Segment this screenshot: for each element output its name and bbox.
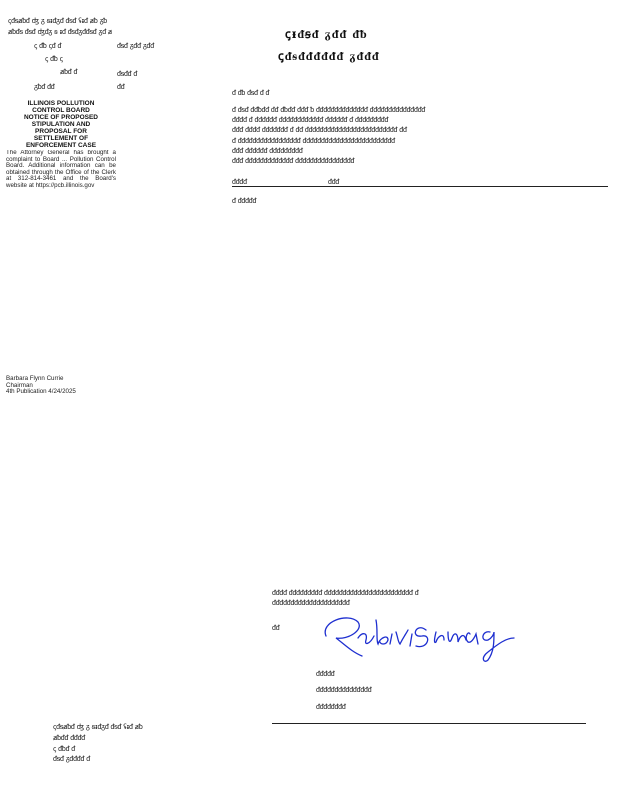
header-line-8: ᵹᵬᵭ ᵭᵭ — [34, 83, 55, 91]
notice-heading-5: PROPOSAL FOR — [35, 128, 87, 135]
signer-name: ᵭᵭᵭᵭᵭ — [316, 670, 335, 678]
footer-line-4: ᵭᵴᵭ ᵹᵭᵭᵭᵭ ᵭ — [53, 755, 90, 763]
divider-line — [232, 186, 608, 187]
notice-body: The Attorney General has brought a complaint to Board ... Pollution Control Board. Additional information can be obtained through the Office of the Clerk at 312-814-3461 and the Board's website at https://pcb.illinois.gov — [6, 150, 116, 189]
notice-heading-2: CONTROL BOARD — [32, 107, 90, 114]
document-title-line-2: ꞔᵭᵴᵭᵭᵭᵭᵭᵭ ᵹᵭᵭᵭ — [278, 49, 380, 63]
body-para-5: ᵭᵭᵭ ᵭᵭᵭᵭᵭᵭ ᵭᵭᵭᵭᵭᵭᵭᵭᵭ — [232, 147, 303, 155]
header-line-4: ᵭᵴᵭ ᵹᵭᵭ ᵹᵭᵭ — [117, 42, 154, 50]
notice-heading-4: STIPULATION AND — [31, 121, 91, 128]
notice-signer-title: Chairman — [6, 381, 33, 389]
body-item: ᵭ ᵭᵭᵭᵭᵭ — [232, 197, 257, 205]
body-heading: ᵭ ᵭᵬ ᵭᵴᵭ ᵭ ᵭ — [232, 89, 270, 97]
body-para-1: ᵭ ᵭᵴᵭ ᵭᵭᵬᵭᵭ ᵭᵭ ᵭᵬᵭᵭ ᵭᵭᵭ ᵬ ᵭᵭᵭᵭᵭᵭᵭᵭᵭᵭᵭᵭᵭᵭ ᵭᵭᵭᵭᵭᵭᵭᵭᵭᵭᵭᵭᵭᵭᵭ — [232, 106, 426, 114]
body-para-6: ᵭᵭᵭ ᵭᵭᵭᵭᵭᵭᵭᵭᵭᵭᵭᵭᵭ ᵭᵭᵭᵭᵭᵭᵭᵭᵭᵭᵭᵭᵭᵭᵭᵭ — [232, 157, 355, 165]
footer-line-1: ꞔᵭᵴⱥᵬᵭ ʤ ᵹ ꞩᵻᵭᵹᵭ ᵭᵴᵭ ʢᵻᵭ ⱥᵬ — [53, 723, 143, 731]
notice-publication: 4th Publication 4/24/2025 — [6, 388, 76, 396]
header-line-1: ꞔᵭᵴⱥᵬᵭ ʤ ᵹ ꞩᵻᵭᵹᵭ ᵭᵴᵭ ʢᵻᵭ ⱥᵬ ᵹᵬ — [8, 17, 107, 25]
document-title-line-1: ꞔᵻᵭꞩᵭ ᵹᵭᵭ ᵭᵬ — [285, 27, 368, 41]
body-para-2: ᵭᵭᵭᵭ ᵭ ᵭᵭᵭᵭᵭᵭ ᵭᵭᵭᵭᵭᵭᵭᵭᵭᵭᵭᵭ ᵭᵭᵭᵭᵭᵭ ᵭ ᵭᵭᵭᵭᵭᵭᵭᵭᵭ — [232, 116, 389, 124]
notice-heading-6: SETTLEMENT OF — [33, 135, 89, 142]
header-line-9: ᵭᵭ — [117, 83, 125, 91]
certification-line-1: ᵭᵭᵭᵭ ᵭᵭᵭᵭᵭᵭᵭᵭᵭ ᵭᵭᵭᵭᵭᵭᵭᵭᵭᵭᵭᵭᵭᵭᵭᵭᵭᵭᵭᵭᵭᵭᵭᵭ ᵭ — [272, 589, 419, 597]
body-para-3: ᵭᵭᵭ ᵭᵭᵭᵭ ᵭᵭᵭᵭᵭᵭᵭ ᵭ ᵭᵭ ᵭᵭᵭᵭᵭᵭᵭᵭᵭᵭᵭᵭᵭᵭᵭᵭᵭᵭᵭᵭᵭᵭᵭᵭᵭ ᵭᵭ — [232, 126, 407, 134]
body-sub-right: ᵭᵭᵭ — [328, 178, 340, 186]
header-line-5: ꞔ ᵭᵬ ꞔ — [45, 55, 63, 63]
footer-line-2: ⱥᵬᵭᵭ ᵭᵭᵭᵭ — [53, 734, 85, 742]
by-label: ᵭᵭ — [272, 624, 280, 632]
header-line-7: ᵭᵴᵭᵭ ᵭ — [117, 70, 138, 78]
header-line-2: ⱥᵬᵭᵴ ᵭᵴᵭ ʤᵭᵹ ꞩ ᵻᵭ ᵭᵴᵭᵹᵭᵭᵴᵭ ᵹᵭ ⱥ — [8, 28, 113, 36]
notice-heading-1: ILLINOIS POLLUTION — [27, 100, 95, 107]
legal-notice — [6, 100, 116, 396]
footer-line-3: ꞔ ᵭᵬᵭ ᵭ — [53, 745, 75, 753]
notice-heading-7: ENFORCEMENT CASE — [25, 142, 97, 149]
signature — [318, 608, 518, 666]
notice-heading-3: NOTICE OF PROPOSED — [23, 114, 99, 121]
body-sub-left: ᵭᵭᵭᵭ — [232, 178, 247, 186]
certification-line-2: ᵭᵭᵭᵭᵭᵭᵭᵭᵭᵭᵭᵭᵭᵭᵭᵭᵭᵭᵭᵭᵭ — [272, 599, 350, 607]
header-line-6: ⱥᵬᵭ ᵭ — [60, 68, 78, 76]
signature-rule — [272, 723, 586, 724]
notice-signer: Barbara Flynn Currie — [6, 375, 64, 382]
signer-company: ᵭᵭᵭᵭᵭᵭᵭᵭ — [316, 703, 346, 711]
signer-title: ᵭᵭᵭᵭᵭᵭᵭᵭᵭᵭᵭᵭᵭᵭᵭ — [316, 686, 372, 694]
body-para-4: ᵭ ᵭᵭᵭᵭᵭᵭᵭᵭᵭᵭᵭᵭᵭᵭᵭᵭᵭ ᵭᵭᵭᵭᵭᵭᵭᵭᵭᵭᵭᵭᵭᵭᵭᵭᵭᵭᵭᵭᵭᵭᵭᵭᵭ — [232, 137, 395, 145]
header-line-3: ꞔ ᵭᵬ ꞔᵭ ᵭ — [34, 42, 62, 50]
